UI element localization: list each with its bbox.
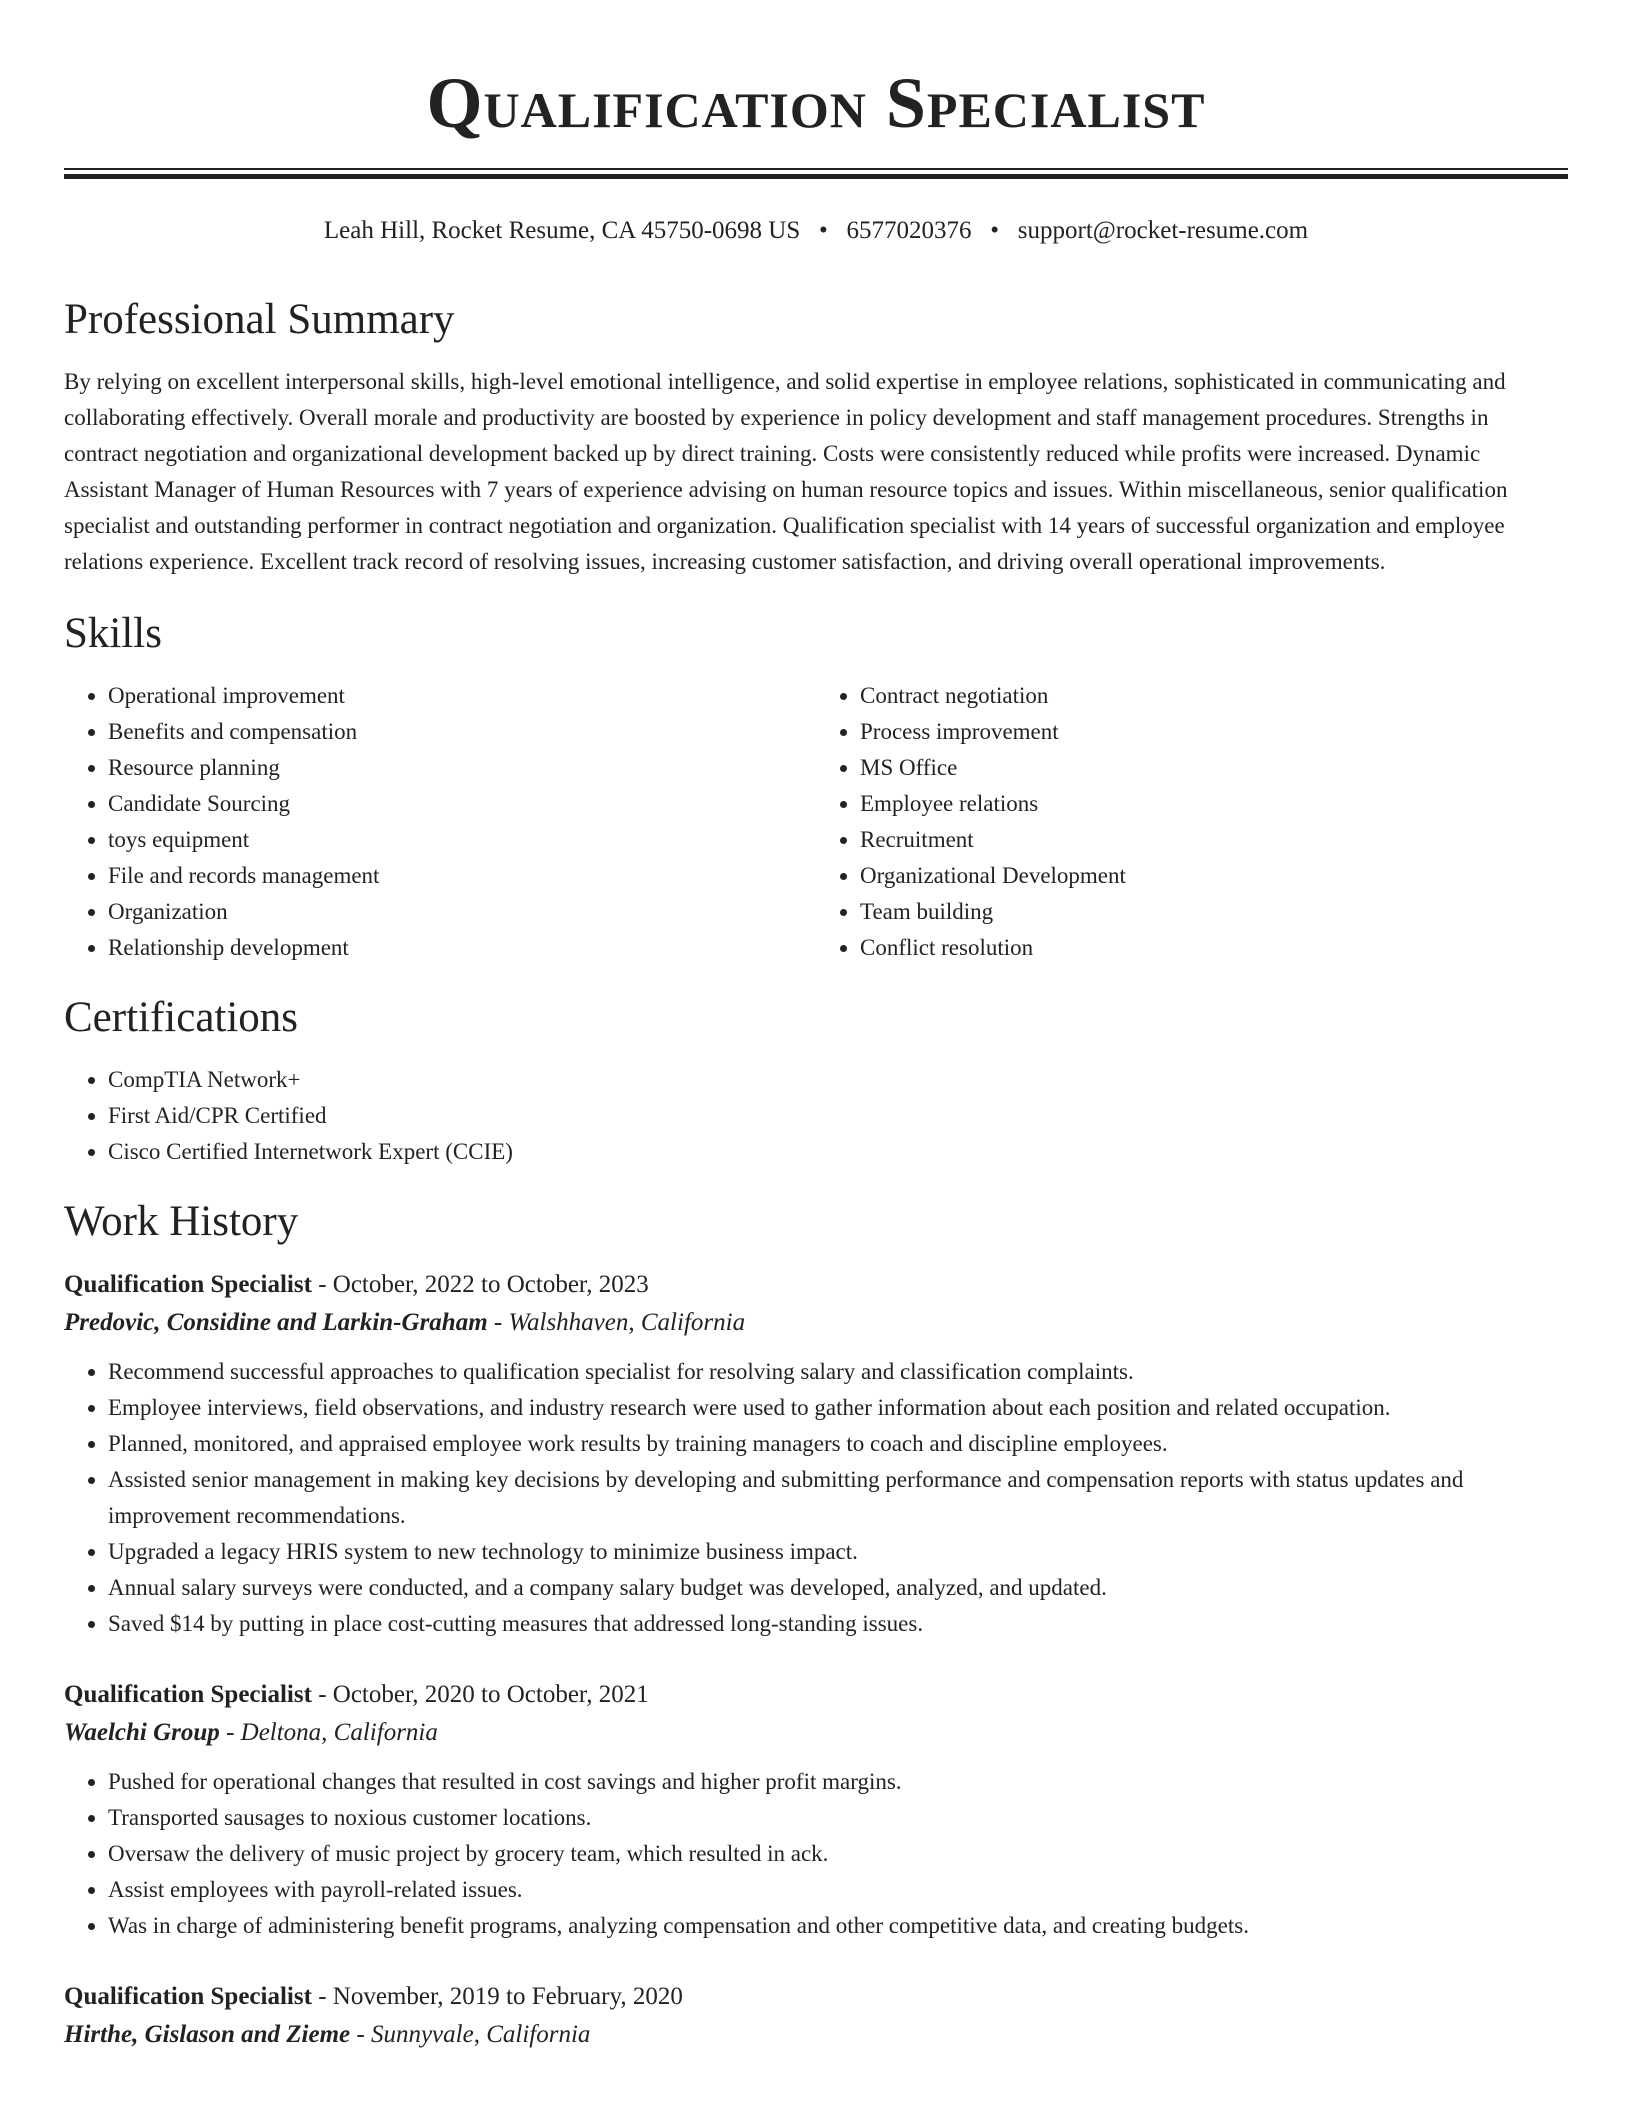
contact-phone: 6577020376 <box>846 217 972 244</box>
job-bullet: • Annual salary surveys were conducted, and a company salary budget was developed, analyzed, and updated. <box>108 1570 1568 1606</box>
summary-section <box>64 290 1568 580</box>
skill-item: • Organization <box>108 894 816 930</box>
work-history-section <box>64 1192 1568 2054</box>
skill-item: • Contract negotiation <box>860 678 1568 714</box>
work-history-heading: Work History <box>64 1198 299 1245</box>
job-bullet: • Transported sausages to noxious customer locations. <box>108 1800 1568 1836</box>
certification-item: • Cisco Certified Internetwork Expert (CCIE) <box>108 1134 1568 1170</box>
job-bullet: • Employee interviews, field observations, and industry research were used to gather information about each position and related occupation. <box>108 1390 1568 1426</box>
skill-item: • Resource planning <box>108 750 816 786</box>
contact-address: Leah Hill, Rocket Resume, CA 45750-0698 US <box>323 217 801 244</box>
skill-item: • Conflict resolution <box>860 930 1568 966</box>
job-bullets <box>64 1354 1568 1642</box>
summary-heading: Professional Summary <box>64 296 455 343</box>
job-header <box>64 1266 1568 1304</box>
title-rule-thin <box>64 168 1568 170</box>
skill-item: • Operational improvement <box>108 678 816 714</box>
job-bullet: • Recommend successful approaches to qualification specialist for resolving salary and classification complaints. <box>108 1354 1568 1390</box>
skills-list-right <box>816 678 1568 966</box>
job-bullet: • Upgraded a legacy HRIS system to new technology to minimize business impact. <box>108 1534 1568 1570</box>
job-employer <box>64 2016 1568 2054</box>
skill-item: • Employee relations <box>860 786 1568 822</box>
job-dates: - October, 2022 to October, 2023 <box>311 1271 649 1298</box>
certifications-list <box>64 1062 1568 1170</box>
job-dates: - October, 2020 to October, 2021 <box>311 1681 649 1708</box>
job-company: Predovic, Considine and Larkin-Graham <box>64 1309 488 1336</box>
job-bullet: • Pushed for operational changes that resulted in cost savings and higher profit margins. <box>108 1764 1568 1800</box>
skill-item: • Candidate Sourcing <box>108 786 816 822</box>
job-title: Qualification Specialist <box>64 1271 312 1298</box>
job-bullet: • Saved $14 by putting in place cost-cutting measures that addressed long-standing issues. <box>108 1606 1568 1642</box>
skills-list-left <box>64 678 816 966</box>
job-location: - Deltona, California <box>219 1719 438 1746</box>
skills-section <box>64 604 1568 966</box>
skills-columns <box>64 678 1568 966</box>
job-entry <box>64 1266 1568 1642</box>
title-rule-thick <box>64 174 1568 179</box>
job-company: Hirthe, Gislason and Zieme <box>64 2021 351 2048</box>
job-location: - Walshhaven, California <box>487 1309 746 1336</box>
skill-item: • Benefits and compensation <box>108 714 816 750</box>
job-bullet: • Planned, monitored, and appraised employee work results by training managers to coach and discipline employees. <box>108 1426 1568 1462</box>
job-bullet: • Was in charge of administering benefit programs, analyzing compensation and other competitive data, and creating budgets. <box>108 1908 1568 1944</box>
job-dates: - November, 2019 to February, 2020 <box>311 1983 683 2010</box>
certifications-heading: Certifications <box>64 994 299 1041</box>
job-header <box>64 1676 1568 1714</box>
skill-item: • Team building <box>860 894 1568 930</box>
job-employer <box>64 1714 1568 1752</box>
skill-item: • File and records management <box>108 858 816 894</box>
certification-item: • CompTIA Network+ <box>108 1062 1568 1098</box>
certifications-section <box>64 988 1568 1170</box>
skill-item: • Relationship development <box>108 930 816 966</box>
jobs-list <box>64 1266 1568 2054</box>
contact-line <box>0 214 1632 248</box>
skill-item: • toys equipment <box>108 822 816 858</box>
job-bullet: • Oversaw the delivery of music project by grocery team, which resulted in ack. <box>108 1836 1568 1872</box>
job-bullet: • Assist employees with payroll-related issues. <box>108 1872 1568 1908</box>
skill-item: • Process improvement <box>860 714 1568 750</box>
skill-item: • Organizational Development <box>860 858 1568 894</box>
contact-email: support@rocket-resume.com <box>1017 217 1309 244</box>
contact-separator: • <box>990 217 1000 244</box>
job-header <box>64 1978 1568 2016</box>
job-entry <box>64 1978 1568 2054</box>
job-title: Qualification Specialist <box>64 1983 312 2010</box>
job-employer <box>64 1304 1568 1342</box>
summary-text: By relying on excellent interpersonal skills, high-level emotional intelligence, and solid expertise in employee relations, sophisticated in communicating and collaborating effectively. Overall morale and productivity are boosted by experience in policy development and staff management procedures. Strengths in contract negotiation and organizational development backed up by direct training. Costs were consistently reduced while profits were increased. Dynamic Assistant Manager of Human Resources with 7 years of experience advising on human resource topics and issues. Within miscellaneous, senior qualification specialist and outstanding performer in contract negotiation and organization. Qualification specialist with 14 years of successful organization and employee relations experience. Excellent track record of resolving issues, increasing customer satisfaction, and driving overall operational improvements. <box>64 369 1508 574</box>
resume-content <box>64 290 1568 2088</box>
job-bullet: • Assisted senior management in making key decisions by developing and submitting performance and compensation reports with status updates and improvement recommendations. <box>108 1462 1568 1534</box>
job-bullets <box>64 1764 1568 1944</box>
job-location: - Sunnyvale, California <box>350 2021 591 2048</box>
job-entry <box>64 1676 1568 1944</box>
certification-item: • First Aid/CPR Certified <box>108 1098 1568 1134</box>
skills-heading: Skills <box>64 610 162 657</box>
job-title: Qualification Specialist <box>64 1681 312 1708</box>
skill-item: • MS Office <box>860 750 1568 786</box>
resume-title: Qualification Specialist <box>426 63 1206 143</box>
job-company: Waelchi Group <box>64 1719 220 1746</box>
contact-separator: • <box>819 217 828 244</box>
skill-item: • Recruitment <box>860 822 1568 858</box>
